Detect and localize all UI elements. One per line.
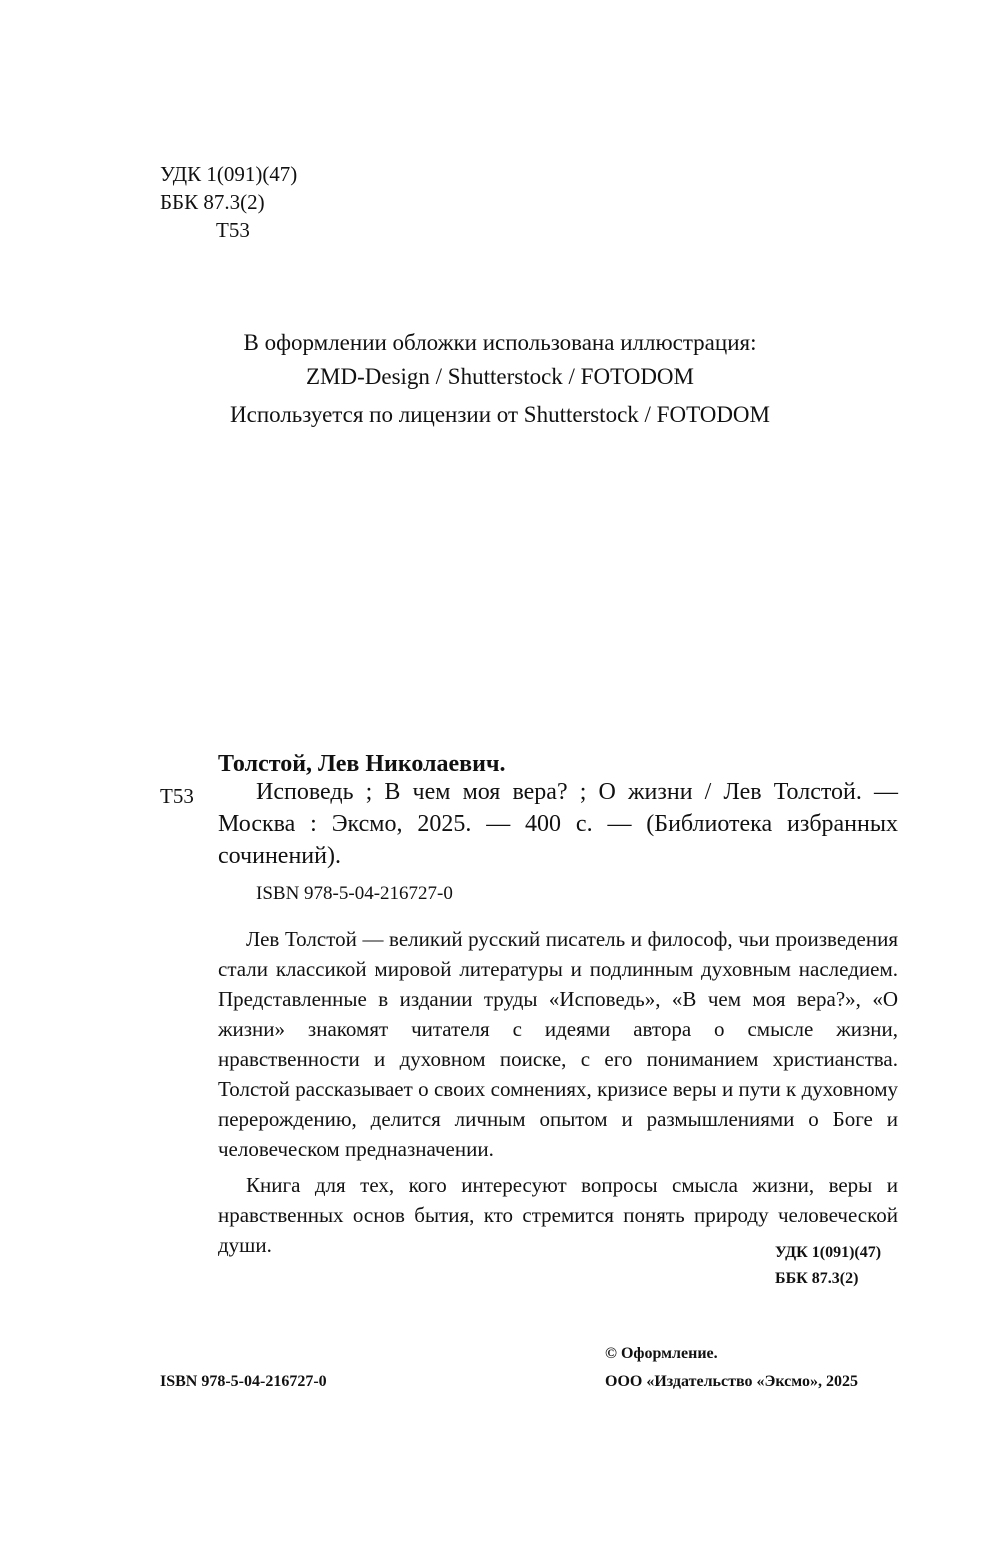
annotation-paragraph: Лев Толстой — великий русский писатель и философ, чьи произведения стали классикой мировой литературы и подлинным духовным наследием. Представленные в издании труды «Исповедь», «В чем моя вера?», «О жизни» знакомят читателя с идеями автора о смысле жизни, нравственности и духовном поиске, с его пониманием христианства. Толстой рассказывает о своих сомнениях, кризисе веры и пути к духовному перерождению, делится личным опытом и размышлениями о Боге и человеческом предназначении. bbox=[218, 927, 898, 1161]
bbk-code: ББК 87.3(2) bbox=[160, 190, 265, 214]
bibliographic-isbn: ISBN 978-5-04-216727-0 bbox=[256, 883, 453, 904]
license-notice: Используется по лицензии от Shutterstock / FOTODOM bbox=[230, 402, 770, 427]
copyright-publisher: ООО «Издательство «Эксмо», 2025 bbox=[605, 1373, 858, 1390]
bbk-code: ББК 87.3(2) bbox=[775, 1270, 859, 1287]
copyright-notice bbox=[605, 1340, 858, 1396]
annotation bbox=[218, 924, 898, 1266]
udk-code: УДК 1(091)(47) bbox=[160, 162, 298, 186]
udk-code: УДК 1(091)(47) bbox=[775, 1244, 882, 1261]
bibliographic-author-mark: Т53 bbox=[160, 784, 194, 808]
copyright-line: © Оформление. bbox=[605, 1345, 718, 1362]
cover-credit-line: В оформлении обложки использована иллюстрация: bbox=[243, 330, 757, 355]
author-mark: Т53 bbox=[216, 218, 250, 242]
top-classification bbox=[160, 160, 297, 244]
cover-credits bbox=[0, 326, 1000, 432]
bibliographic-author: Толстой, Лев Николаевич. bbox=[218, 751, 506, 777]
bottom-classification bbox=[775, 1240, 881, 1292]
bibliographic-description: Исповедь ; В чем моя вера? ; О жизни / Лев Толстой. — Москва : Эксмо, 2025. — 400 с. — (Библиотека избранных сочинений). bbox=[218, 779, 898, 869]
cover-credit-source: ZMD-Design / Shutterstock / FOTODOM bbox=[305, 364, 694, 389]
footer-isbn: ISBN 978-5-04-216727-0 bbox=[160, 1373, 327, 1390]
annotation-paragraph: Книга для тех, кого интересуют вопросы смысла жизни, веры и нравственных основ бытия, кто стремится понять природу человеческой души. bbox=[218, 1173, 898, 1257]
